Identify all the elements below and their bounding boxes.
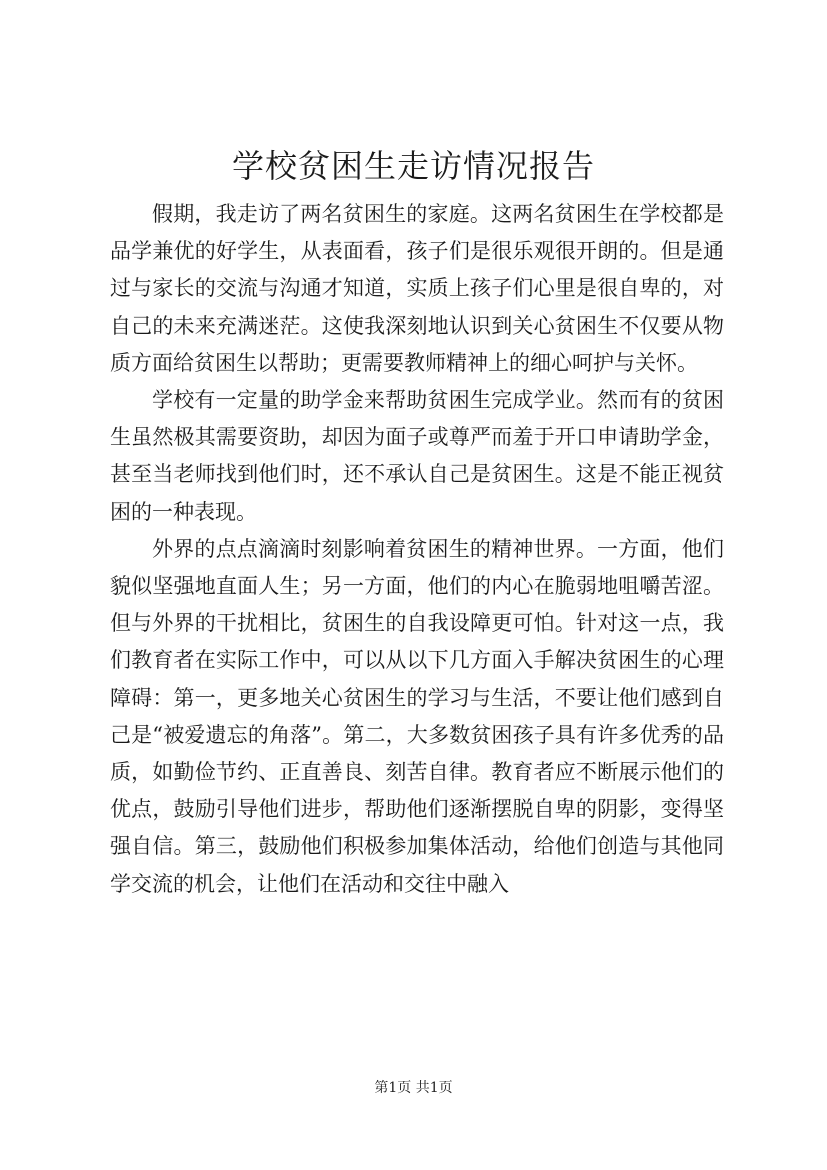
paragraph-3: 外界的点点滴滴时刻影响着贫困生的精神世界。一方面，他们貌似坚强地直面人生；另一方面，他们的内心在脆弱地咀嚼苦涩。但与外界的干扰相比，贫困生的自我设障更可怕。针对这一点，我们教育者在实际工作中，可以从以下几方面入手解决贫困生的心理障碍：第一，更多地关心贫困生的学习与生活，不要让他们感到自己是“被爱遗忘的角落”。第二，大多数贫困孩子具有许多优秀的品质，如勤俭节约、正直善良、刻苦自律。教育者应不断展示他们的优点，鼓励引导他们进步，帮助他们逐渐摆脱自卑的阴影，变得坚强自信。第三，鼓励他们积极参加集体活动，给他们创造与其他同学交流的机会，让他们在活动和交往中融入 (110, 536, 724, 896)
document-title: 学校贫困生走访情况报告 (231, 147, 595, 185)
paragraph-2: 学校有一定量的助学金来帮助贫困生完成学业。然而有的贫困生虽然极其需要资助，却因为面子或尊严而羞于开口申请助学金，甚至当老师找到他们时，还不承认自己是贫困生。这是不能正视贫困的一种表现。 (110, 388, 724, 524)
paragraph-1: 假期，我走访了两名贫困生的家庭。这两名贫困生在学校都是品学兼优的好学生，从表面看，孩子们是很乐观很开朗的。但是通过与家长的交流与沟通才知道，实质上孩子们心里是很自卑的，对自己的未来充满迷茫。这使我深刻地认识到关心贫困生不仅要从物质方面给贫困生以帮助；更需要教师精神上的细心呵护与关怀。 (110, 202, 724, 375)
document-body (110, 196, 724, 903)
page-number-footer: 第1页 共1页 (374, 1080, 453, 1096)
